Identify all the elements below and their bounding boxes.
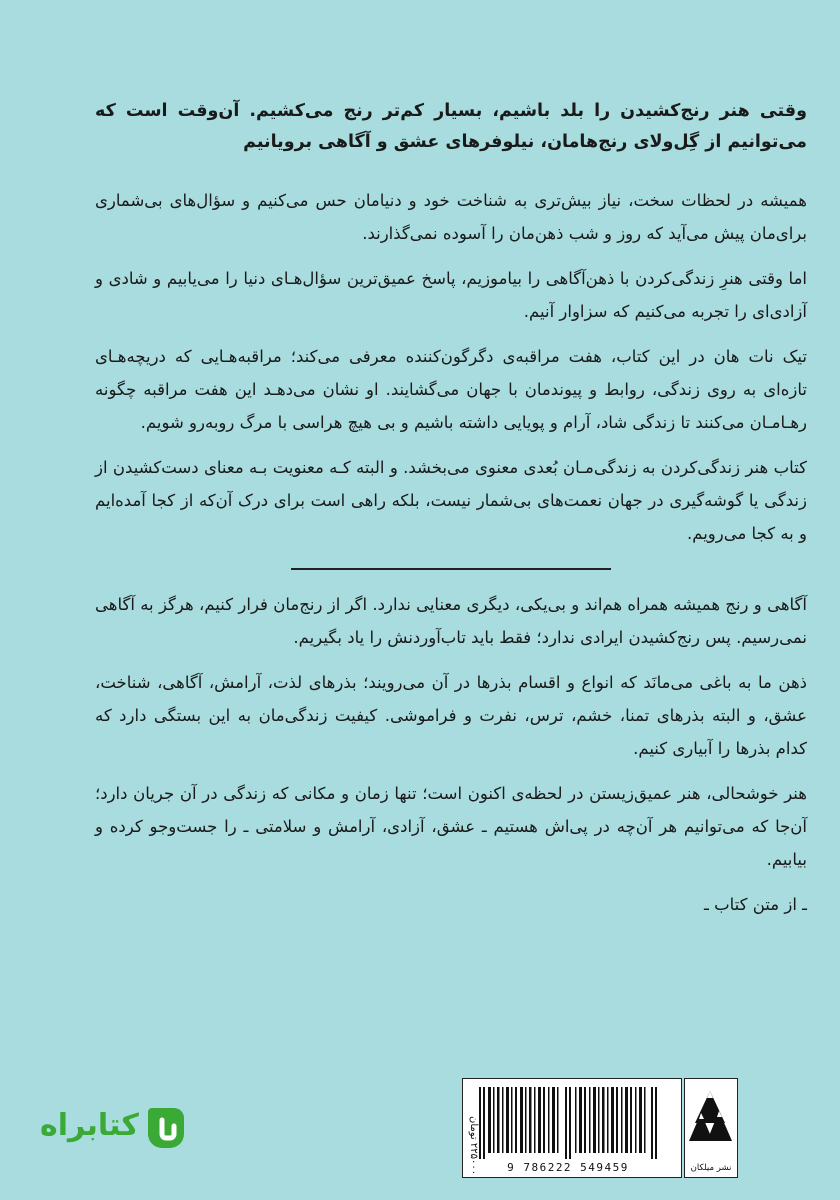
paragraph: آگاهی و رنج همیشه همراه هم‌اند و بی‌یکی، دیگری معنایی ندارد. اگر از رنج‌مان فرار کنیم، هرگز به آگاهی نمی‌رسیم. پس رنج‌کشیدن ایرادی ندارد؛ فقط باید تاب‌آوردنش را یاد بگیریم. (95, 594, 807, 647)
barcode-icon (479, 1087, 669, 1159)
isbn-barcode (462, 1078, 682, 1178)
paragraph: اما وقتی هنرِ زندگی‌کردن با ذهن‌آگاهی را بیاموزیم، پاسخ عمیق‌ترین سؤال‌هـای دنیا را می‌یابیم و شادی و آزادی‌ای را تجربه می‌کنیم که سزاوار آنیم. (95, 269, 807, 321)
cover-text (95, 96, 807, 921)
publisher-logo (684, 1078, 738, 1178)
paragraph: تیک نات هان در این کتاب، هفت مراقبه‌ی دگرگون‌کننده معرفی می‌کند؛ مراقبه‌هـایی که دریچه‌هـای تازه‌ای به روی زندگی، روابط و پیوندمان با جهان می‌گشایند. او نشان می‌دهـد این هفت مراقبه چگونه رهـامـان می‌کنند تا زندگی شاد، آرام و پویایی داشته باشیم و بی هیچ هراسی با مرگ روبه‌رو شویم. (95, 347, 807, 432)
publisher-name: نشر میلکان (690, 1163, 732, 1173)
ketabrah-logo (40, 1100, 200, 1160)
brand-name: کتابراه (40, 1108, 139, 1143)
paragraph: همیشه در لحظات سخت، نیاز بیش‌تری به شناخت خود و دنیامان حس می‌کنیم و سؤال‌های بی‌شماری برای‌مان پیش می‌آید که روز و شب ذهن‌مان را آسوده نمی‌گذارند. (95, 191, 807, 243)
brand-mark-icon (144, 1104, 188, 1152)
attribution: ـ از متن کتاب ـ (704, 894, 807, 914)
section-divider (291, 568, 611, 570)
paragraph: ذهن ما به باغی می‌مانَد که انواع و اقسام بذرها در آن می‌رویند؛ بذرهای لذت، آرامش، آگاهی، شناخت، عشق، و البته بذرهای تمنا، خشم، ترس، نفرت و فراموشی. کیفیت زندگی‌مان به این بستگی دارد که کدام بذرها را آبیاری کنیم. (95, 672, 807, 758)
paragraph: هنر خوشحالی، هنر عمیق‌زیستن در لحظه‌ی اکنون است؛ تنها زمان و مکانی که زندگی در آن جریان دارد؛ آن‌جا که می‌توانیم هر آن‌چه در پی‌اش هستیم ـ عشق، آزادی، آرامش و سلامتی ـ را جست‌وجو کرده و بیابیم. (95, 783, 807, 869)
lead-quote: وقتی هنر رنج‌کشیدن را بلد باشیم، بسیار کم‌تر رنج می‌کشیم. آن‌وقت است که می‌توانیم از گِل‌ولای رنج‌هامان، نیلوفرهای عشق و آگاهی برویانیم (95, 101, 807, 152)
price-label: ۲۲۵۰۰۰ تومان (468, 1115, 479, 1175)
mountains-icon (685, 1083, 736, 1163)
paragraph: کتاب هنر زندگی‌کردن به زندگی‌مـان بُعدی معنوی می‌بخشد. و البته کـه معنویت بـه معنای دست‌کشیدن از زندگی یا گوشه‌گیری در جهان نعمت‌های بی‌شمار نیست، بلکه راهی است برای درک آن‌که از کجا آمده‌ایم و به کجا می‌رویم. (95, 458, 807, 543)
isbn-number: 9 786222 549459 (507, 1161, 629, 1174)
